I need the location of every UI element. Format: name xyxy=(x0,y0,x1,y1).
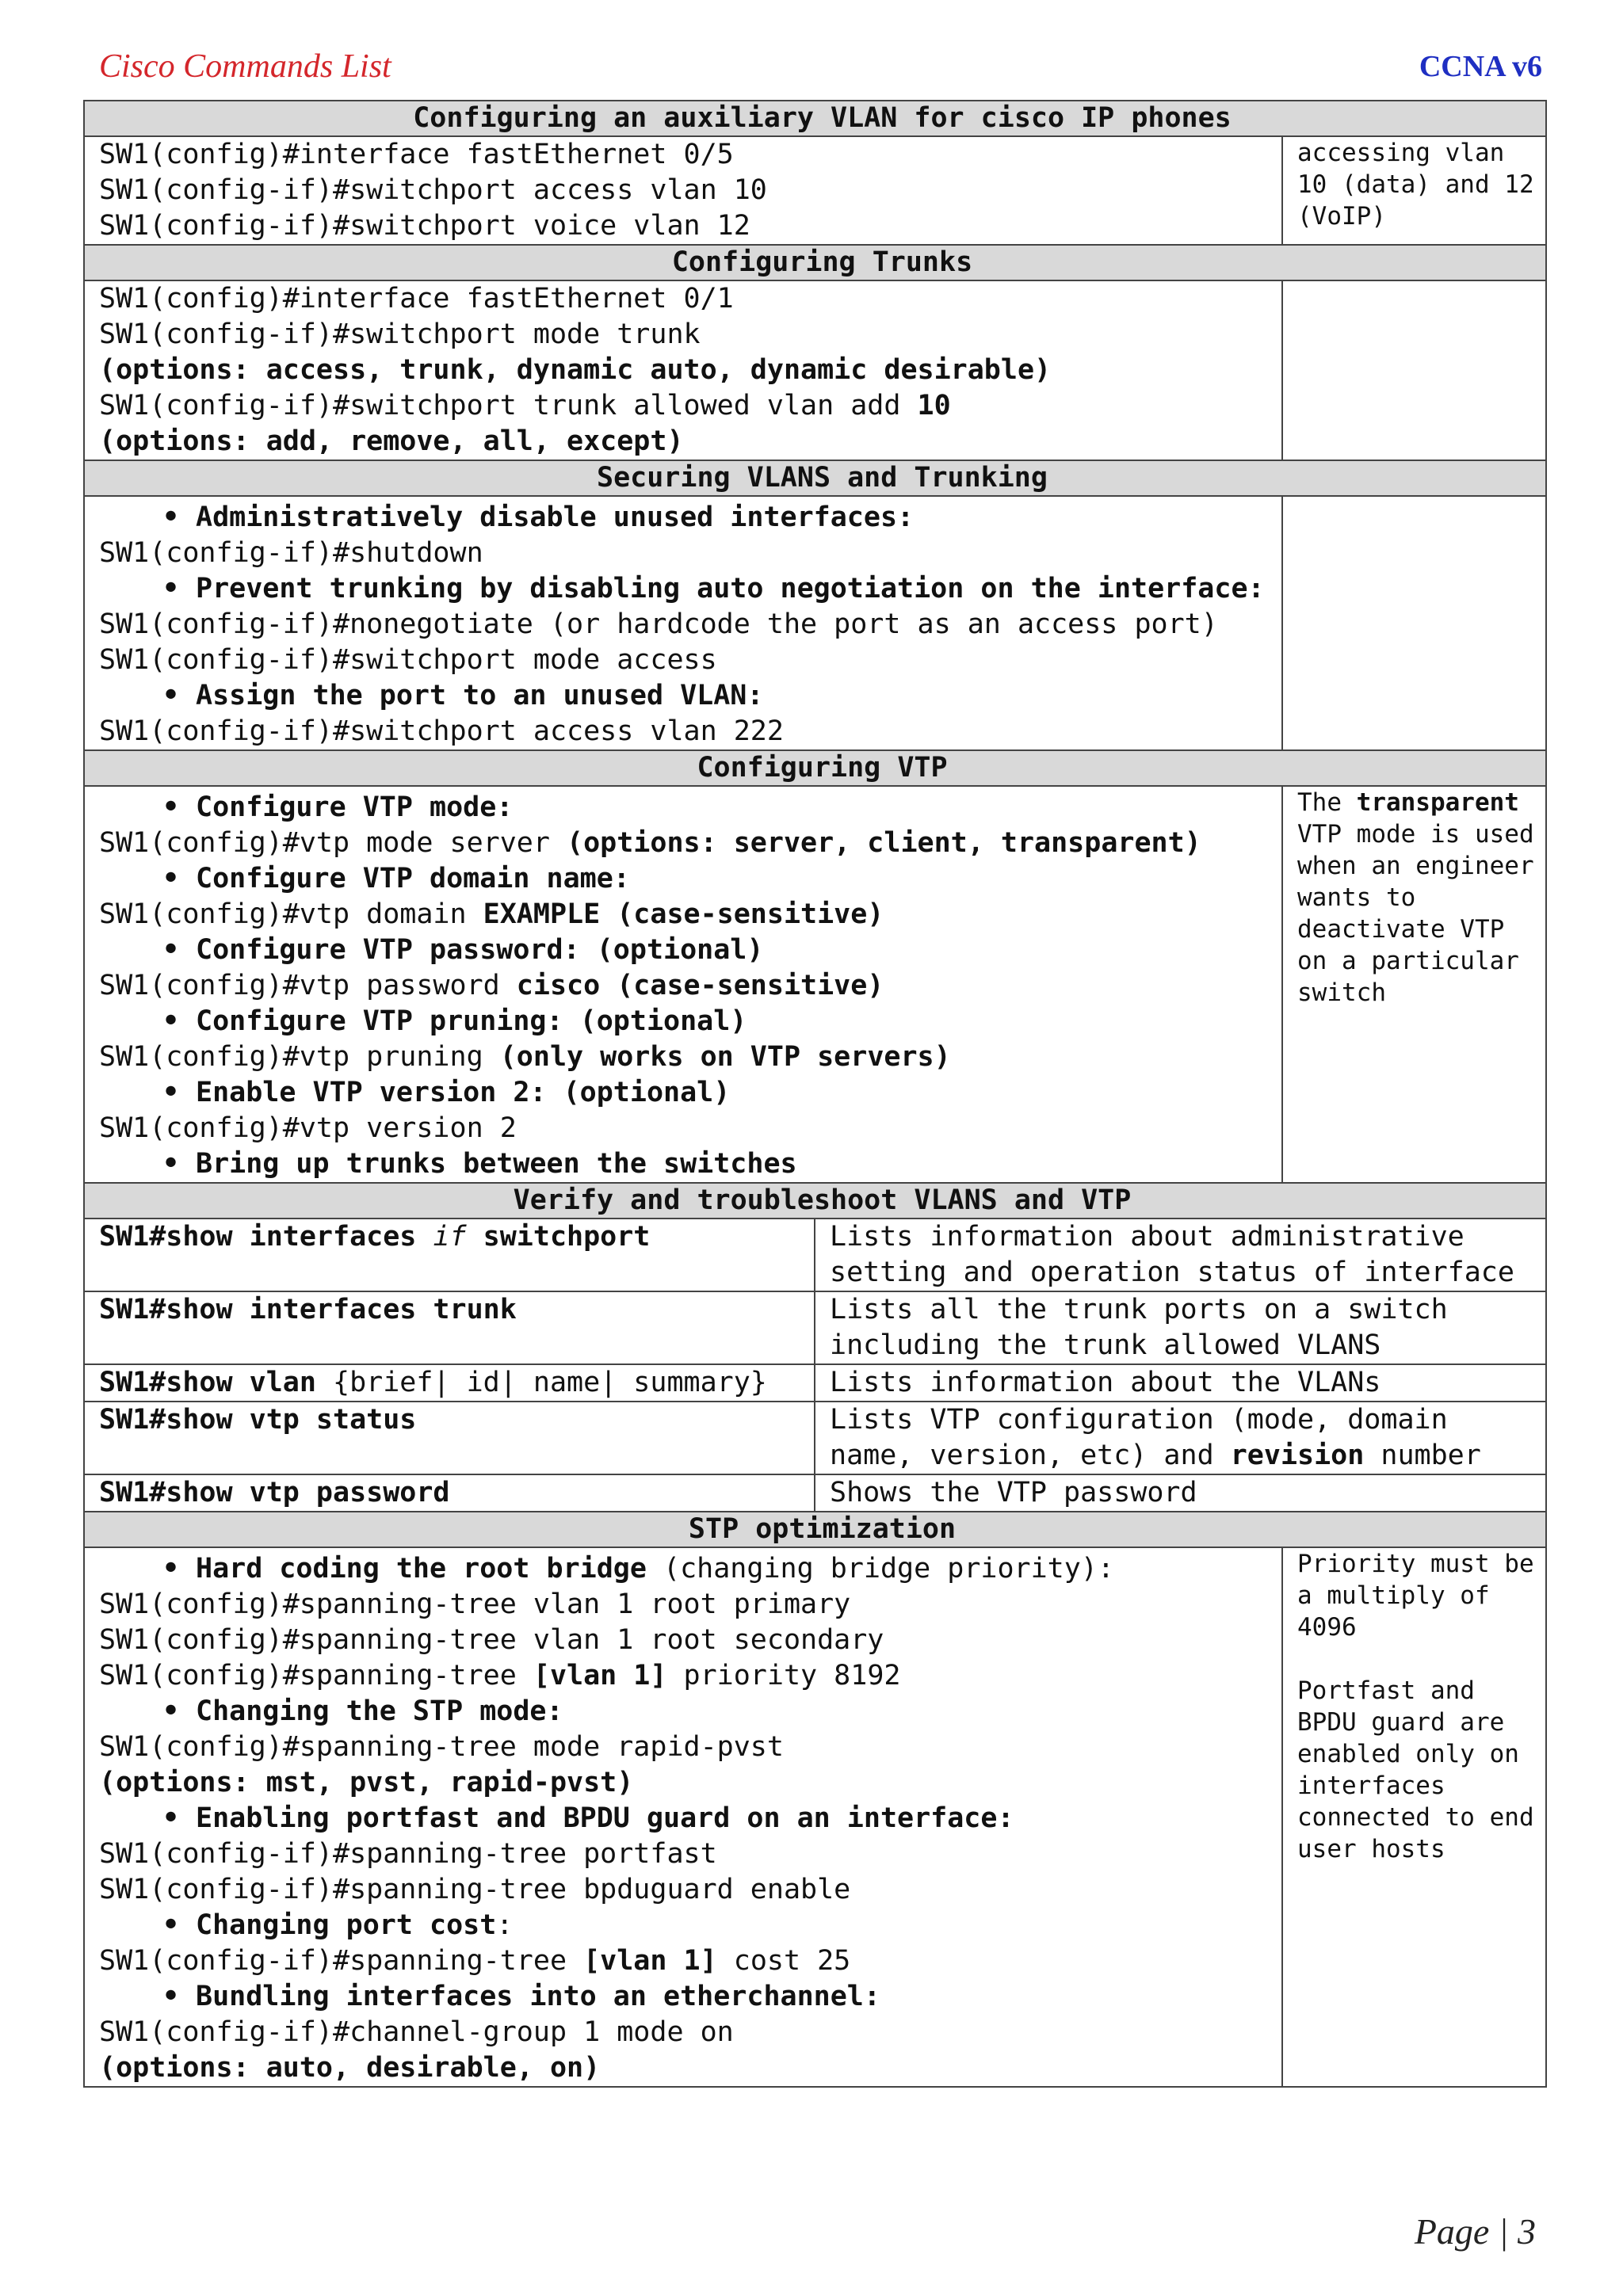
command-line: SW1(config)#vtp version 2 xyxy=(99,1112,517,1144)
description-cell: Lists information about administrative setting and operation status of interface xyxy=(815,1219,1546,1291)
table-row xyxy=(84,1291,1546,1364)
command-line: SW1(config)#interface fastEthernet 0/1 xyxy=(99,283,734,315)
command-value: 10 xyxy=(917,390,951,421)
bullet-item: • Bring up trunks between the switches xyxy=(99,1146,1281,1182)
table-row xyxy=(84,1402,1546,1474)
aux-note: accessing vlan 10 (data) and 12 (VoIP) xyxy=(1282,136,1546,245)
bullet-item: • Configure VTP password: (optional) xyxy=(99,933,1281,968)
bullet-item: • Bundling interfaces into an etherchannel: xyxy=(99,1979,1281,2015)
command-line: SW1(config-if)#switchport mode trunk xyxy=(99,318,701,350)
bullet-item: • Enabling portfast and BPDU guard on an interface: xyxy=(99,1801,1281,1836)
note-portfast: Portfast and BPDU guard are enabled only on interfaces connected to end user hosts xyxy=(1297,1676,1534,1863)
options-line: (options: add, remove, all, except) xyxy=(99,425,684,457)
command-line: SW1(config-if)#spanning-tree bpduguard enable xyxy=(99,1874,851,1905)
bullet-item: • Changing port cost: xyxy=(99,1908,1281,1943)
description-cell: Lists information about the VLANs xyxy=(815,1364,1546,1402)
bullet-item: • Hard coding the root bridge (changing bridge priority): xyxy=(99,1551,1281,1587)
command-line: SW1(config)#vtp mode server (options: server, client, transparent) xyxy=(99,827,1201,859)
command-cell: SW1#show interfaces trunk xyxy=(84,1291,815,1364)
bullet-item: • Administratively disable unused interfaces: xyxy=(99,500,1281,536)
description-cell: Lists all the trunk ports on a switch including the trunk allowed VLANS xyxy=(815,1291,1546,1364)
command-line: SW1(config-if)#nonegotiate (or hardcode the port as an access port) xyxy=(99,608,1218,640)
section-heading-securing: Securing VLANS and Trunking xyxy=(84,460,1546,496)
command-line: SW1(config-if)#spanning-tree portfast xyxy=(99,1838,717,1870)
command-line: SW1(config)#spanning-tree [vlan 1] priority 8192 xyxy=(99,1660,901,1691)
vtp-commands xyxy=(84,786,1282,1183)
table-row xyxy=(84,1474,1546,1512)
bullet-item: • Prevent trunking by disabling auto negotiation on the interface: xyxy=(99,571,1281,607)
commands-table xyxy=(83,100,1547,2088)
stp-note xyxy=(1282,1547,1546,2087)
command-cell: SW1#show vtp password xyxy=(84,1474,815,1512)
options-line: (options: auto, desirable, on) xyxy=(99,2052,601,2084)
command-line: SW1(config)#spanning-tree vlan 1 root primary xyxy=(99,1589,851,1620)
command-line: SW1(config)#vtp domain EXAMPLE (case-sensitive) xyxy=(99,898,884,930)
table-row xyxy=(84,1364,1546,1402)
document-subtitle: CCNA v6 xyxy=(1419,50,1542,83)
command-line: SW1(config)#vtp pruning (only works on VTP servers) xyxy=(99,1041,951,1073)
command-line: SW1(config)#vtp password cisco (case-sensitive) xyxy=(99,970,884,1001)
command-line: SW1(config-if)#spanning-tree [vlan 1] cost 25 xyxy=(99,1945,851,1977)
bullet-item: • Configure VTP domain name: xyxy=(99,861,1281,897)
section-heading-verify: Verify and troubleshoot VLANS and VTP xyxy=(84,1183,1546,1219)
trunks-commands xyxy=(84,280,1282,460)
stp-commands xyxy=(84,1547,1282,2087)
bullet-item: • Assign the port to an unused VLAN: xyxy=(99,678,1281,714)
bullet-item: • Configure VTP pruning: (optional) xyxy=(99,1004,1281,1039)
bullet-item: • Enable VTP version 2: (optional) xyxy=(99,1075,1281,1111)
command-line: SW1(config-if)#switchport voice vlan 12 xyxy=(99,210,750,242)
section-heading-aux: Configuring an auxiliary VLAN for cisco IP phones xyxy=(84,101,1546,136)
document-title: Cisco Commands List xyxy=(99,48,391,85)
options-line: (options: access, trunk, dynamic auto, dynamic desirable) xyxy=(99,354,1052,386)
securing-note xyxy=(1282,496,1546,750)
command-text: SW1(config-if)#switchport trunk allowed vlan add xyxy=(99,390,918,421)
table-row xyxy=(84,1219,1546,1291)
page-number: Page | 3 xyxy=(1414,2211,1536,2252)
command-cell: SW1#show vtp status xyxy=(84,1402,815,1474)
options-line: (options: mst, pvst, rapid-pvst) xyxy=(99,1767,634,1798)
securing-commands xyxy=(84,496,1282,750)
trunks-note xyxy=(1282,280,1546,460)
command-cell: SW1#show interfaces if switchport xyxy=(84,1219,815,1291)
command-line: SW1(config-if)#switchport access vlan 222 xyxy=(99,715,784,747)
section-heading-stp: STP optimization xyxy=(84,1512,1546,1547)
command-cell: SW1#show vlan {brief| id| name| summary} xyxy=(84,1364,815,1402)
description-cell: Lists VTP configuration (mode, domain name, version, etc) and revision number xyxy=(815,1402,1546,1474)
description-cell: Shows the VTP password xyxy=(815,1474,1546,1512)
command-line: SW1(config-if)#switchport mode access xyxy=(99,644,717,676)
command-line: SW1(config-if)#channel-group 1 mode on xyxy=(99,2016,734,2048)
bullet-item: • Configure VTP mode: xyxy=(99,790,1281,826)
aux-commands xyxy=(84,136,1282,245)
note-priority: Priority must be a multiply of 4096 xyxy=(1297,1550,1534,1642)
vtp-note: The transparent VTP mode is used when an engineer wants to deactivate VTP on a particular switch xyxy=(1282,786,1546,1183)
section-heading-trunks: Configuring Trunks xyxy=(84,245,1546,280)
command-line xyxy=(99,388,1281,424)
bullet-item: • Changing the STP mode: xyxy=(99,1694,1281,1730)
command-line: SW1(config-if)#shutdown xyxy=(99,537,483,569)
command-line: SW1(config)#spanning-tree vlan 1 root secondary xyxy=(99,1624,884,1656)
command-line: SW1(config-if)#switchport access vlan 10 xyxy=(99,174,767,206)
command-line: SW1(config)#spanning-tree mode rapid-pvst xyxy=(99,1731,784,1763)
command-line: SW1(config)#interface fastEthernet 0/5 xyxy=(99,139,734,170)
section-heading-vtp: Configuring VTP xyxy=(84,750,1546,786)
